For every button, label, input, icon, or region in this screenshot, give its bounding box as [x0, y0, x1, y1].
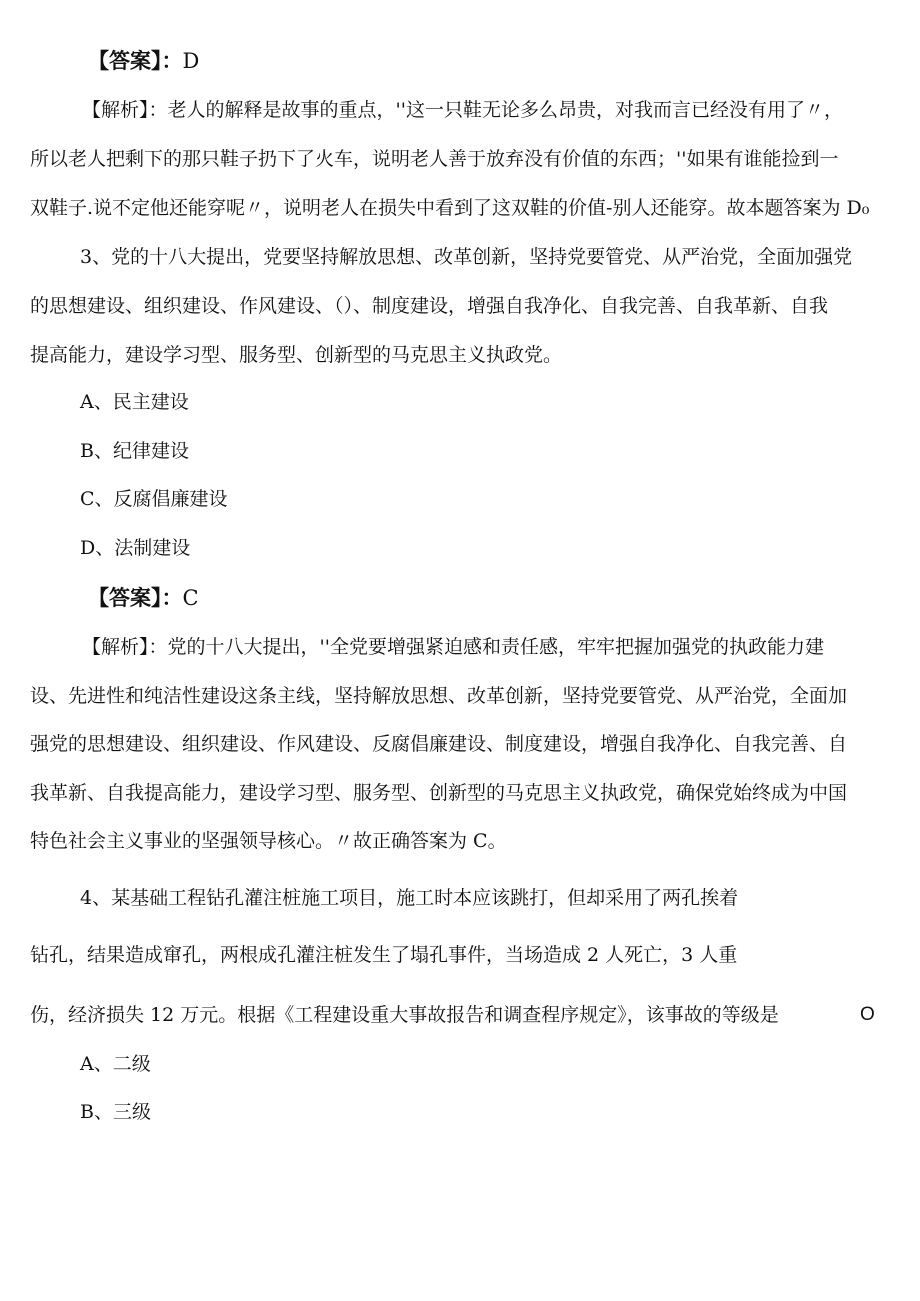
q3-option-a: A、民主建设 [80, 391, 189, 413]
q3-analysis-line-2: 设、先进性和纯洁性建设这条主线，坚持解放思想、改革创新，坚持党要管党、从严治党，全面加 [30, 685, 848, 707]
q4-stem-line-3: 伤，经济损失 12 万元。根据《工程建设重大事故报告和调查程序规定》，该事故的等级是 [30, 1004, 779, 1026]
q3-option-d: D、法制建设 [80, 537, 191, 559]
q3-analysis-line-4: 我革新、自我提高能力，建设学习型、服务型、创新型的马克思主义执政党，确保党始终成为中国 [30, 782, 848, 804]
q3-stem-line-2: 的思想建设、组织建设、作风建设、（）、制度建设，增强自我净化、自我完善、自我革新、自我 [30, 295, 829, 317]
q3-option-c: C、反腐倡廉建设 [80, 488, 228, 510]
q2-answer-value: D [182, 49, 200, 73]
q4-option-a: A、二级 [80, 1053, 151, 1075]
q2-answer-label: 【答案】： [88, 49, 183, 73]
q3-analysis-line-3: 强党的思想建设、组织建设、作风建设、反腐倡廉建设、制度建设，增强自我净化、自我完善、自 [30, 733, 848, 755]
q2-analysis-line-2: 所以老人把剩下的那只鞋子扔下了火车，说明老人善于放弃没有价值的东西；''如果有谁能捡到一 [30, 148, 839, 170]
q3-answer [88, 585, 199, 611]
q3-stem-line-3: 提高能力，建设学习型、服务型、创新型的马克思主义执政党。 [30, 344, 563, 366]
q3-analysis-line-5: 特色社会主义事业的坚强领导核心。〃故正确答案为 C。 [30, 830, 507, 852]
q3-answer-label: 【答案】： [88, 586, 183, 610]
q4-stem-line-1: 4、某基础工程钻孔灌注桩施工项目，施工时本应该跳打，但却采用了两孔挨着 [80, 887, 739, 909]
q3-option-b: B、纪律建设 [80, 440, 189, 462]
q4-stem-line-2: 钻孔，结果造成窜孔，两根成孔灌注桩发生了塌孔事件，当场造成 2 人死亡，3 人重 [30, 944, 738, 966]
q3-answer-value: C [182, 586, 199, 610]
q3-analysis-line-1: 【解析】：党的十八大提出，''全党要增强紧迫感和责任感，牢牢把握加强党的执政能力建 [82, 636, 824, 658]
q4-option-b: B、三级 [80, 1101, 151, 1123]
q3-stem-line-1: 3、党的十八大提出，党要坚持解放思想、改革创新，坚持党要管党、从严治党，全面加强党 [80, 246, 853, 268]
q2-answer [88, 48, 199, 74]
q2-analysis-line-3: 双鞋子.说不定他还能穿呢〃，说明老人在损失中看到了这双鞋的价值-别人还能穿。故本题答案为 D₀ [30, 197, 870, 219]
q2-analysis-line-1: 【解析】：老人的解释是故事的重点，''这一只鞋无论多么昂贵，对我而言已经没有用了〃， [82, 99, 843, 121]
q4-blank-mark: O [860, 1004, 875, 1025]
